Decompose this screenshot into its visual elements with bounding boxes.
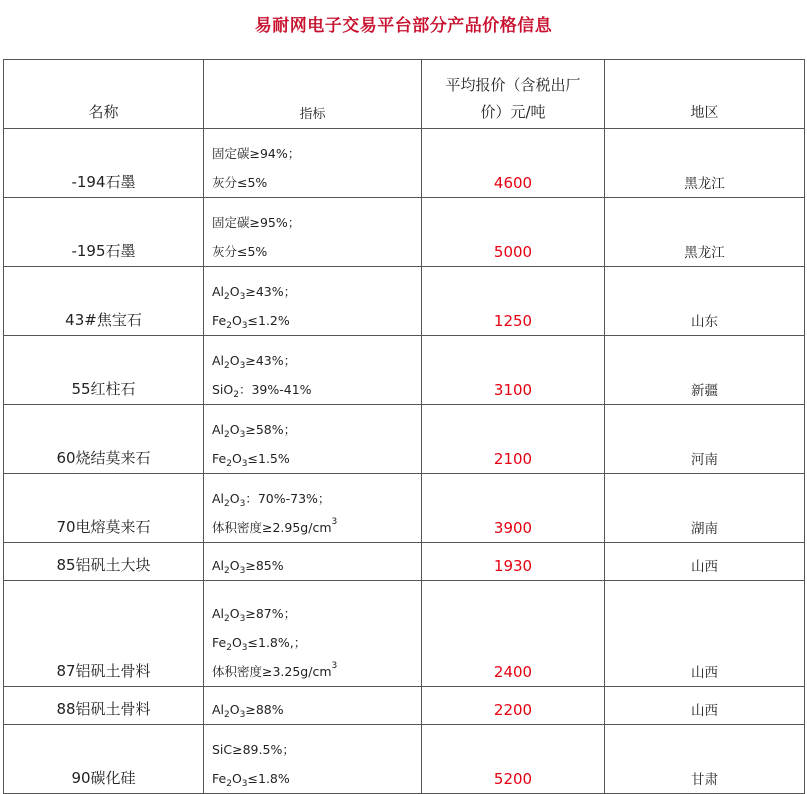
product-spec (204, 687, 422, 725)
spec-line: 固定碳≥94%； (212, 146, 301, 161)
product-price: 4600 (422, 129, 605, 198)
spec-line: SiO$_2$：39%-41% (212, 382, 312, 400)
product-name: 88铝矾土骨料 (4, 687, 204, 725)
product-price: 3900 (422, 474, 605, 543)
spec-line: $Al_2O_3\ge 43\%$； (212, 353, 297, 371)
product-region: 黑龙江 (605, 198, 805, 267)
spec-line: $Al_2O_3\ge 43\%$； (212, 284, 297, 302)
spec-line: $Fe_2O_3\le 1.8\%$,； (212, 635, 307, 653)
table-row (4, 129, 805, 198)
table-row (4, 687, 805, 725)
product-spec (204, 474, 422, 543)
table-row (4, 267, 805, 336)
product-name: 85铝矾土大块 (4, 543, 204, 581)
spec-line: 体积密度$\ge 2.95g/cm^3$ (212, 517, 338, 535)
header-region: 地区 (605, 60, 805, 129)
table-row (4, 725, 805, 794)
header-price-line2: 价）元/吨 (480, 103, 546, 121)
table-row (4, 198, 805, 267)
header-price (422, 60, 605, 129)
header-spec: 指标 (204, 60, 422, 129)
table-row (4, 543, 805, 581)
product-name: 43#焦宝石 (4, 267, 204, 336)
product-region: 湖南 (605, 474, 805, 543)
product-price: 5200 (422, 725, 605, 794)
spec-line: $Al_2O_3\ge 87\%$； (212, 606, 297, 624)
product-name: 90碳化硅 (4, 725, 204, 794)
product-spec (204, 267, 422, 336)
table-row (4, 474, 805, 543)
spec-line: 体积密度$\ge 3.25g/cm^3$ (212, 661, 338, 679)
spec-line: $Al_2O_3\ge 58\%$； (212, 422, 297, 440)
product-region: 山西 (605, 543, 805, 581)
spec-line: $Fe_2O_3\le 1.8\%$ (212, 771, 290, 789)
product-region: 山西 (605, 687, 805, 725)
spec-line: SiC≥89.5%； (212, 742, 295, 757)
product-name: 70电熔莫来石 (4, 474, 204, 543)
product-spec (204, 129, 422, 198)
product-price: 1250 (422, 267, 605, 336)
product-region: 黑龙江 (605, 129, 805, 198)
product-price: 2400 (422, 581, 605, 687)
product-name: 55红柱石 (4, 336, 204, 405)
product-name: -194石墨 (4, 129, 204, 198)
spec-line: 固定碳≥95%； (212, 215, 301, 230)
product-spec (204, 543, 422, 581)
product-spec (204, 725, 422, 794)
header-price-line1: 平均报价（含税出厂 (445, 76, 581, 94)
product-name: 87铝矾土骨料 (4, 581, 204, 687)
product-spec (204, 336, 422, 405)
page-title: 易耐网电子交易平台部分产品价格信息 (254, 16, 553, 36)
product-spec (204, 405, 422, 474)
price-table (3, 59, 805, 794)
product-region: 河南 (605, 405, 805, 474)
header-name: 名称 (4, 60, 204, 129)
spec-line: 灰分≤5% (212, 175, 268, 190)
spec-line: $Al_2O_3$：70%-73%； (212, 491, 331, 509)
product-price: 2200 (422, 687, 605, 725)
product-spec (204, 198, 422, 267)
table-row (4, 581, 805, 687)
spec-line: 灰分≤5% (212, 244, 268, 259)
product-spec (204, 581, 422, 687)
product-price: 2100 (422, 405, 605, 474)
product-price: 3100 (422, 336, 605, 405)
spec-line: $Al_2O_3\ge 85\%$ (212, 558, 284, 576)
spec-line: $Fe_2O_3\le 1.2\%$ (212, 313, 290, 331)
product-region: 山西 (605, 581, 805, 687)
product-region: 山东 (605, 267, 805, 336)
table-header-row (4, 60, 805, 129)
product-region: 新疆 (605, 336, 805, 405)
product-price: 5000 (422, 198, 605, 267)
product-name: -195石墨 (4, 198, 204, 267)
product-name: 60烧结莫来石 (4, 405, 204, 474)
spec-line: $Al_2O_3\ge 88\%$ (212, 702, 284, 720)
table-row (4, 405, 805, 474)
product-price: 1930 (422, 543, 605, 581)
table-row (4, 336, 805, 405)
spec-line: $Fe_2O_3\le 1.5\%$ (212, 451, 290, 469)
product-region: 甘肃 (605, 725, 805, 794)
